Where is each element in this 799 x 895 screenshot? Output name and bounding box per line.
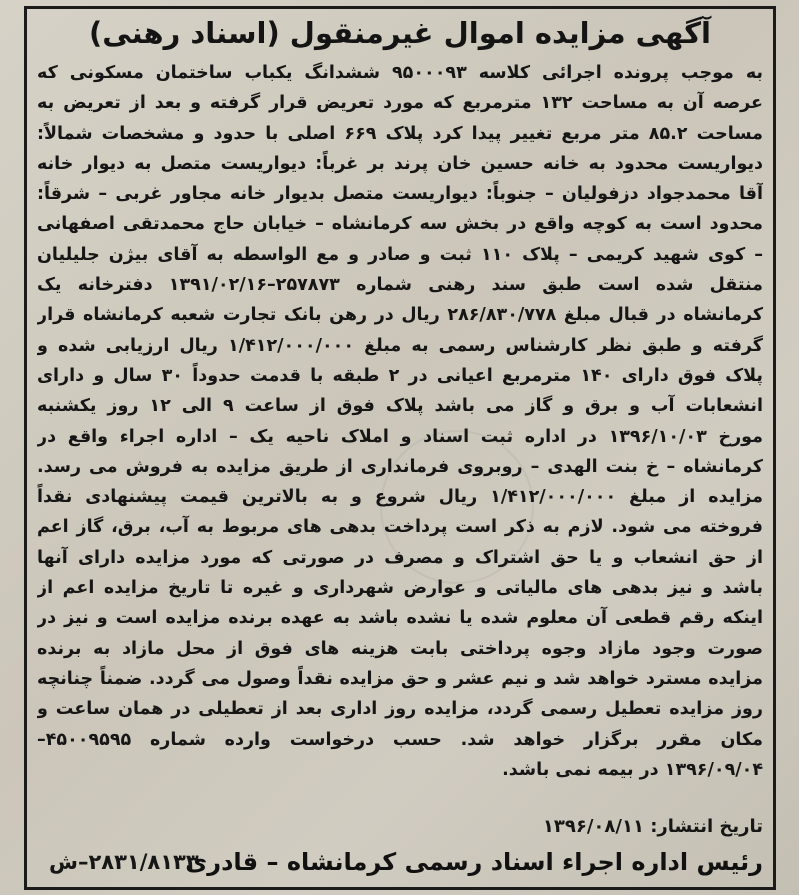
notice-body-line: کرمانشاه – خ بنت الهدی – روبروی فرمانداری از طریق مزایده به فروش می رسد. <box>37 456 763 477</box>
notice-body-line: ۱۳۹۶/۰۹/۰۴ در بیمه نمی باشد. <box>502 759 763 780</box>
signature-line: رئیس اداره اجراء اسناد رسمی کرمانشاه – قادری <box>185 848 763 876</box>
notice-body-line: محدود است به کوچه واقع در بخش سه کرمانشاه – خیابان حاج محمدتقی اصفهانی <box>37 214 763 235</box>
notice-body-line: باشد و نیز بدهی های مالیاتی و عوارض شهرداری و غیره تا تاریخ مزایده اعم از <box>37 578 763 599</box>
notice-body-line: – کوی شهید کریمی – پلاک ۱۱۰ ثبت و صادر و مع الواسطه به آقای بیژن جلیلیان <box>37 244 763 265</box>
notice-body-line: دیواریست محدود به خانه حسین خان پرند بر غرباً: دیواریست متصل به دیوار خانه <box>37 153 763 174</box>
notice-body-line: مکان مقرر برگزار خواهد شد. حسب درخواست وارده شماره ۴۵۰۰۹۵۹۵– <box>37 729 763 750</box>
notice-title: آگهی مزایده اموال غیرمنقول (اسناد رهنی) <box>89 16 711 50</box>
notice-body <box>37 58 763 785</box>
notice-body-line: فروخته می شود. لازم به ذکر است پرداخت بدهی های مربوط به آب، برق، گاز اعم <box>37 517 763 538</box>
notice-body-line: مورخ ۱۳۹۶/۱۰/۰۳ در اداره ثبت اسناد و املاک ناحیه یک – اداره اجراء واقع در <box>37 426 763 447</box>
reference-code: ۲۸۳۱/۸۱۳۳–ش <box>49 850 199 874</box>
notice-body-line: از حق انشعاب و یا حق اشتراک و مصرف در صورتی که مورد مزایده دارای آنها <box>37 547 763 568</box>
notice-body-line: روز مزایده تعطیل رسمی گردد، مزایده روز اداری بعد از تعطیلی در همان ساعت و <box>37 699 763 720</box>
notice-body-line: کرمانشاه در قبال مبلغ ۲۸۶/۸۳۰/۷۷۸ ریال در رهن بانک تجارت شعبه کرمانشاه قرار <box>37 305 763 326</box>
publish-date: تاریخ انتشار: ۱۳۹۶/۰۸/۱۱ <box>542 816 763 837</box>
notice-body-line: مزایده مسترد خواهد شد و نیم عشر و حق مزایده نقداً وصول می گردد. ضمناً چنانچه <box>37 668 763 689</box>
notice-body-line: اینکه رقم قطعی آن معلوم شده یا نشده باشد به عهده برنده مزایده است و نیز در <box>37 608 763 629</box>
notice-body-line: منتقل شده است طبق سند رهنی شماره ۲۵۷۸۷۳–۱۳۹۱/۰۲/۱۶ دفترخانه یک <box>37 275 763 296</box>
notice-body-line: انشعابات آب و برق و گاز می باشد پلاک فوق از ساعت ۹ الی ۱۲ روز یکشنبه <box>37 396 763 417</box>
notice-border <box>24 6 776 890</box>
notice-body-line: مزایده از مبلغ ۱/۴۱۲/۰۰۰/۰۰۰ ریال شروع و به بالاترین قیمت پیشنهادی نقداً <box>37 487 763 508</box>
notice-body-line: آقا محمدجواد دزفولیان – جنوباً: دیواریست متصل بدیوار خانه مجاور غربی – شرقاً: <box>37 184 763 205</box>
notice-body-line: گرفته و طبق نظر کارشناس رسمی به مبلغ ۱/۴۱۲/۰۰۰/۰۰۰ ریال ارزیابی شده و <box>37 335 763 356</box>
notice-body-line: پلاک فوق دارای ۱۴۰ مترمربع اعیانی در ۲ طبقه با قدمت حدوداً ۳۰ سال و دارای <box>37 365 763 386</box>
notice-body-line: به موجب پرونده اجرائی کلاسه ۹۵۰۰۰۹۳ ششدانگ یکباب ساختمان مسکونی که <box>37 63 763 83</box>
notice-body-line: مساحت ۸۵.۲ متر مربع تغییر پیدا کرد پلاک ۶۶۹ اصلی با حدود و مشخصات شمالاً: <box>37 123 763 144</box>
notice-body-line: صورت وجود مازاد وجوه پرداختی بابت هزینه های فوق از محل مازاد به برنده <box>37 638 763 659</box>
notice-body-line: عرصه آن به مساحت ۱۳۲ مترمربع که مورد تعریض قرار گرفته و بعد از تعریض به <box>37 93 763 114</box>
